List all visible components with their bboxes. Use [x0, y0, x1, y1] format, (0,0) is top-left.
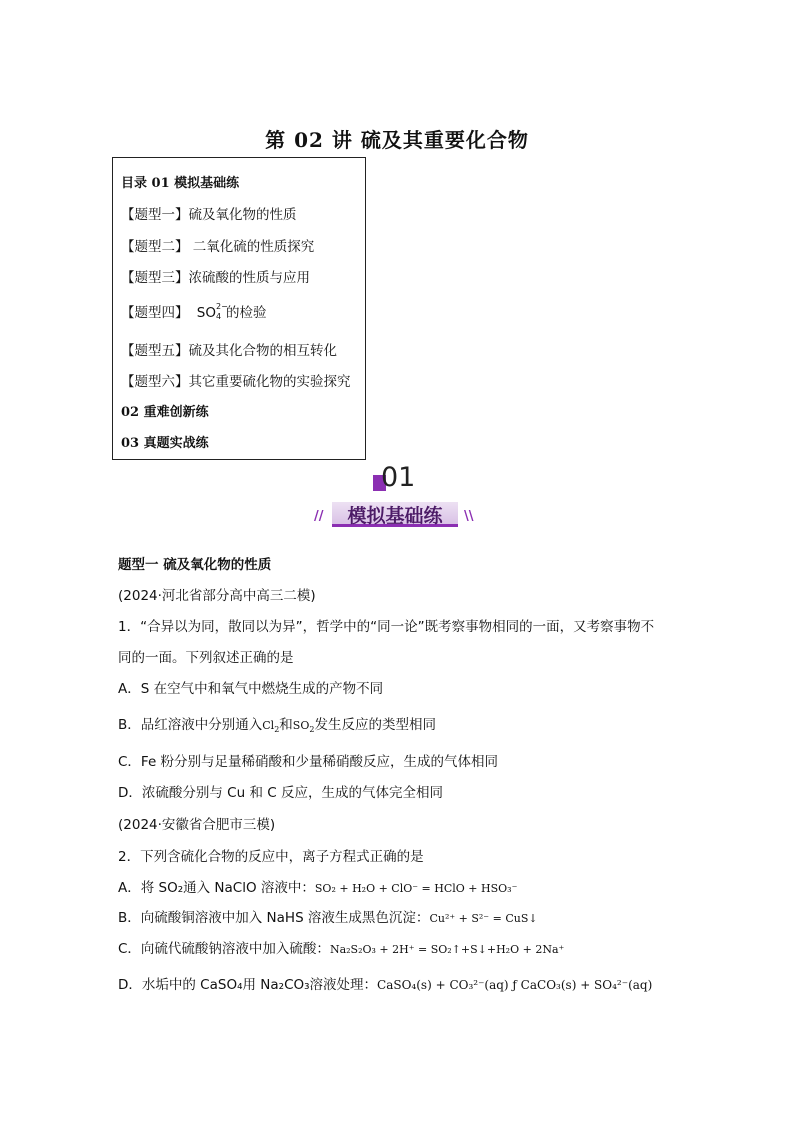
toc-heading: 目录 01 模拟基础练 — [121, 176, 240, 191]
section-banner — [314, 500, 476, 528]
question1-stem-line1: 1．“合异以为同，散同以为异”，哲学中的“同一论”既考察事物相同的一面，又考察事物不 — [118, 619, 655, 635]
equation-a: SO₂ + H₂O + ClO⁻ = HClO + HSO₃⁻ — [314, 882, 518, 895]
question1-source: (2024·河北省部分高中高三二模) — [118, 588, 316, 604]
equation-d: CaSO₄(s) + CO₃²⁻(aq) ƒ CaCO₃(s) + SO₄²⁻(aq) — [377, 978, 653, 992]
question2-option-a: A．将 SO₂通入 NaClO 溶液中：SO₂ + H₂O + ClO⁻ = HClO + HSO₃⁻ — [118, 880, 518, 896]
banner-left-deco: // — [314, 509, 324, 524]
toc-item-type3: 【题型三】浓硫酸的性质与应用 — [121, 270, 310, 286]
question1-option-c: C．Fe 粉分别与足量稀硝酸和少量稀硝酸反应，生成的气体相同 — [118, 754, 499, 770]
section-label: 模拟基础练 — [347, 505, 443, 527]
toc-item-type4-prefix: 【题型四】 — [121, 305, 189, 321]
equation-c: Na₂S₂O₃ + 2H⁺ = SO₂↑+S↓+H₂O + 2Na⁺ — [329, 943, 565, 956]
toc-item-type4-suffix: 的检验 — [226, 305, 267, 321]
section-number-badge — [370, 462, 430, 496]
toc-item-type2: 【题型二】 二氧化硫的性质探究 — [121, 239, 315, 255]
question-type-heading: 题型一 硫及氧化物的性质 — [118, 557, 272, 573]
toc-item-type5: 【题型五】硫及其化合物的相互转化 — [121, 343, 337, 359]
question1-stem-line2: 同的一面。下列叙述正确的是 — [118, 650, 294, 666]
question2-source: (2024·安徽省合肥市三模) — [118, 817, 276, 833]
question1-option-d: D．浓硫酸分别与 Cu 和 C 反应，生成的气体完全相同 — [118, 785, 443, 801]
equation-b: Cu²⁺ + S²⁻ = CuS↓ — [429, 912, 538, 925]
toc-item-type1: 【题型一】硫及氧化物的性质 — [121, 207, 297, 223]
toc-item-type6: 【题型六】其它重要硫化物的实验探究 — [121, 374, 351, 390]
question2-option-d: D．水垢中的 CaSO₄用 Na₂CO₃溶液处理：CaSO₄(s) + CO₃²⁻(aq) ƒ CaCO₃(s) + SO₄²⁻(aq) — [118, 977, 653, 993]
page-title: 第 02 讲 硫及其重要化合物 — [265, 128, 529, 152]
question2-stem: 2．下列含硫化合物的反应中，离子方程式正确的是 — [118, 849, 424, 865]
table-of-contents — [112, 157, 366, 460]
chlorine-formula: $Cl_2$ — [262, 719, 280, 735]
section-number: 01 — [381, 462, 416, 493]
sulfate-ion-charge: 2− 4 — [216, 302, 228, 321]
sulfate-ion: SO — [196, 305, 216, 321]
question1-option-a: A．S 在空气中和氧气中燃烧生成的产物不同 — [118, 681, 384, 697]
banner-right-deco: \\ — [464, 509, 474, 524]
sulfur-dioxide-formula: $SO_2$ — [292, 719, 315, 735]
toc-section-2: 02 重难创新练 — [121, 405, 209, 420]
question2-option-c: C．向硫代硫酸钠溶液中加入硫酸：Na₂S₂O₃ + 2H⁺ = SO₂↑+S↓+H₂O + 2Na⁺ — [118, 941, 565, 957]
question2-option-b: B．向硫酸铜溶液中加入 NaHS 溶液生成黑色沉淀：Cu²⁺ + S²⁻ = CuS↓ — [118, 910, 538, 926]
toc-section-3: 03 真题实战练 — [121, 436, 209, 451]
question1-option-b: B．品红溶液中分别通入$Cl_2$和$SO_2$发生反应的类型相同 — [118, 717, 436, 735]
toc-item-type4 — [121, 301, 267, 321]
